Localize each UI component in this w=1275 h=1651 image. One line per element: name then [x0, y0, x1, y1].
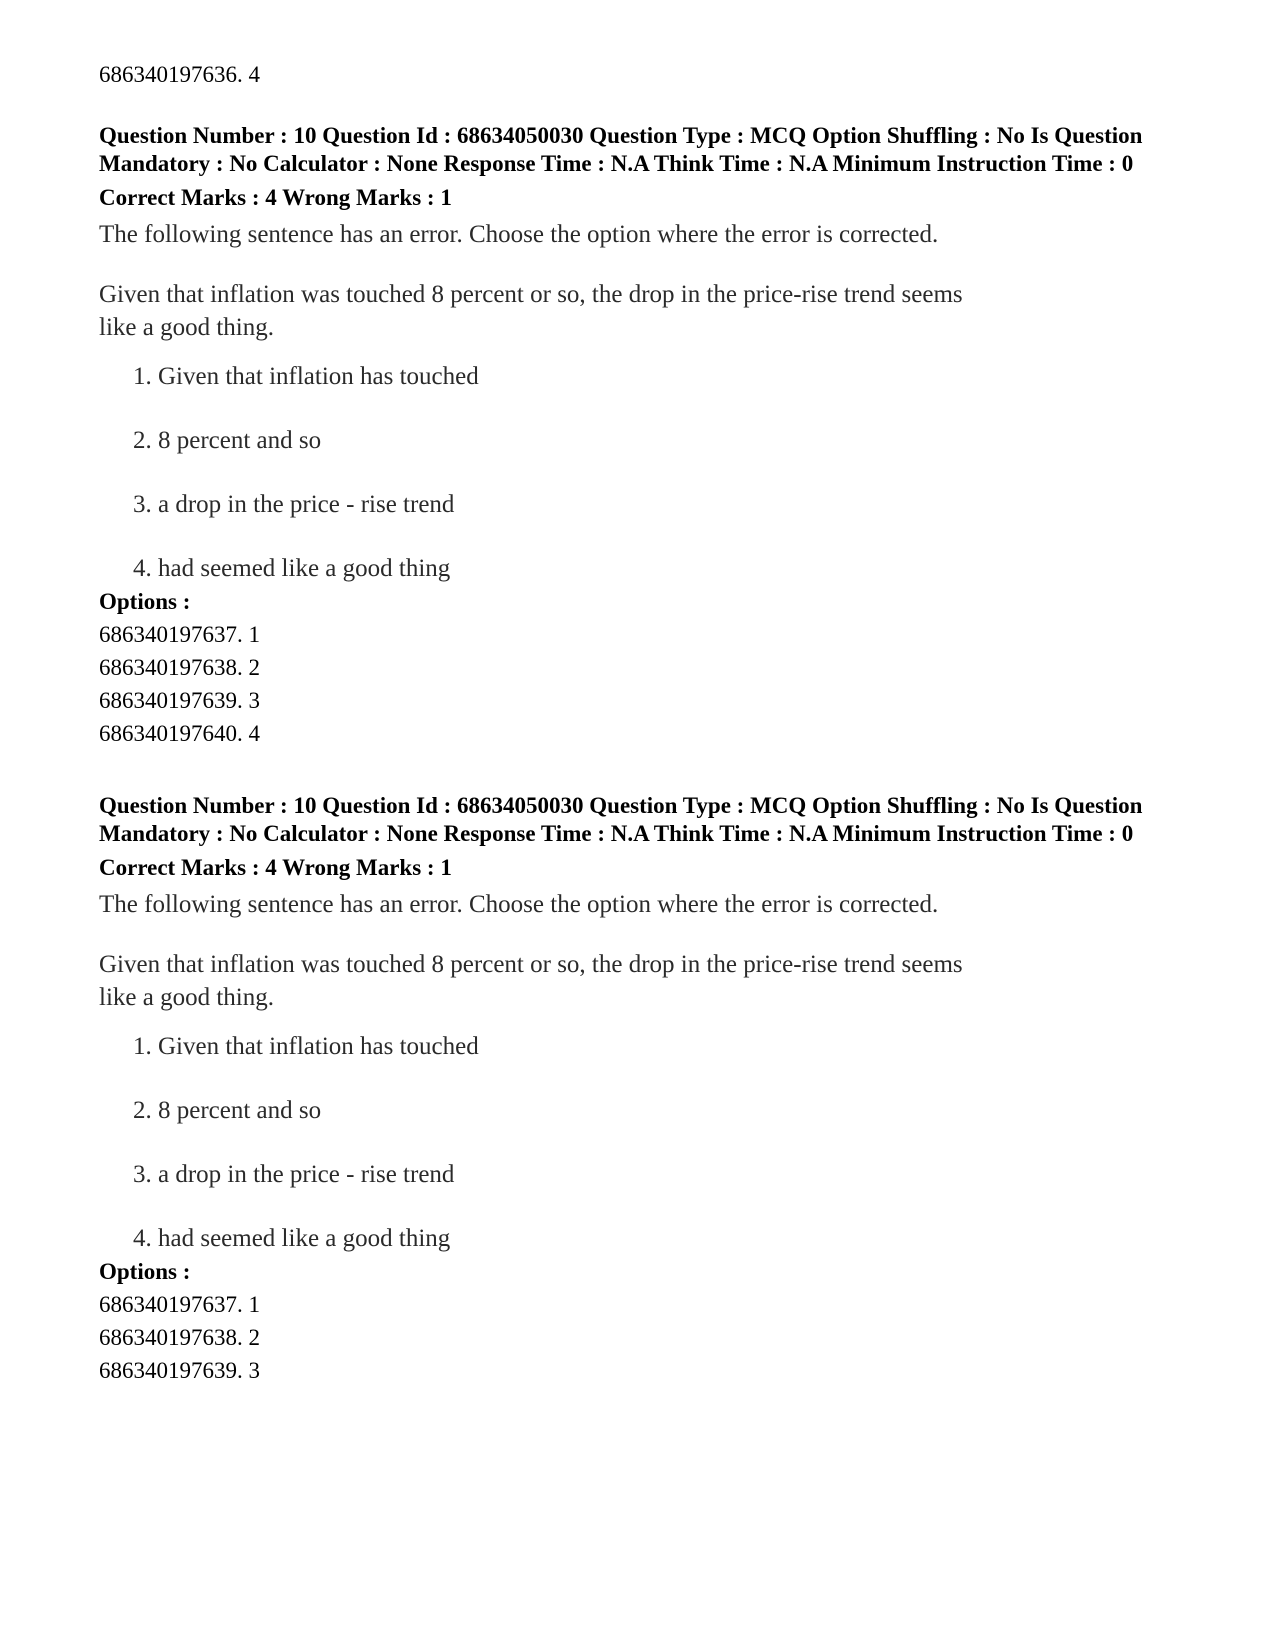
spacer	[99, 750, 1199, 792]
answer-choice: 4. had seemed like a good thing	[133, 1225, 451, 1252]
option-line: 686340197637. 1	[99, 1292, 260, 1317]
answer-choice: 4. had seemed like a good thing	[133, 555, 451, 582]
option-line: 686340197638. 2	[99, 655, 260, 680]
answer-choice: 2. 8 percent and so	[133, 427, 322, 454]
question-marks: Correct Marks : 4 Wrong Marks : 1	[99, 185, 452, 210]
question-sentence: Given that inflation was touched 8 percent or so, the drop in the price-rise trend seems like a good thing.	[99, 951, 963, 1011]
option-line: 686340197640. 4	[99, 721, 260, 746]
option-line: 686340197636. 4	[99, 62, 260, 87]
question-marks: Correct Marks : 4 Wrong Marks : 1	[99, 855, 452, 880]
question-block	[99, 792, 1199, 1387]
answer-choice: 1. Given that inflation has touched	[133, 363, 479, 390]
option-line: 686340197638. 2	[99, 1325, 260, 1350]
question-block	[99, 122, 1199, 750]
answer-choices	[133, 1030, 1199, 1255]
question-meta: Question Number : 10 Question Id : 68634050030 Question Type : MCQ Option Shuffling : No Is Question Mandatory : No Calculator : None Response Time : N.A Think Time : N.A Minimum Instruction Time : 0	[99, 123, 1143, 176]
question-sentence: Given that inflation was touched 8 percent or so, the drop in the price-rise trend seems like a good thing.	[99, 281, 963, 341]
document-page	[99, 58, 1199, 1387]
question-prompt: The following sentence has an error. Choose the option where the error is corrected.	[99, 221, 939, 248]
spacer	[99, 91, 1199, 122]
answer-choices	[133, 360, 1199, 585]
options-heading: Options :	[99, 589, 191, 614]
question-prompt: The following sentence has an error. Choose the option where the error is corrected.	[99, 891, 939, 918]
options-heading: Options :	[99, 1259, 191, 1284]
answer-choice: 3. a drop in the price - rise trend	[133, 491, 455, 518]
answer-choice: 1. Given that inflation has touched	[133, 1033, 479, 1060]
option-line: 686340197637. 1	[99, 622, 260, 647]
option-line: 686340197639. 3	[99, 1358, 260, 1383]
answer-choice: 3. a drop in the price - rise trend	[133, 1161, 455, 1188]
answer-choice: 2. 8 percent and so	[133, 1097, 322, 1124]
option-line: 686340197639. 3	[99, 688, 260, 713]
question-meta: Question Number : 10 Question Id : 68634050030 Question Type : MCQ Option Shuffling : No Is Question Mandatory : No Calculator : None Response Time : N.A Think Time : N.A Minimum Instruction Time : 0	[99, 793, 1143, 846]
